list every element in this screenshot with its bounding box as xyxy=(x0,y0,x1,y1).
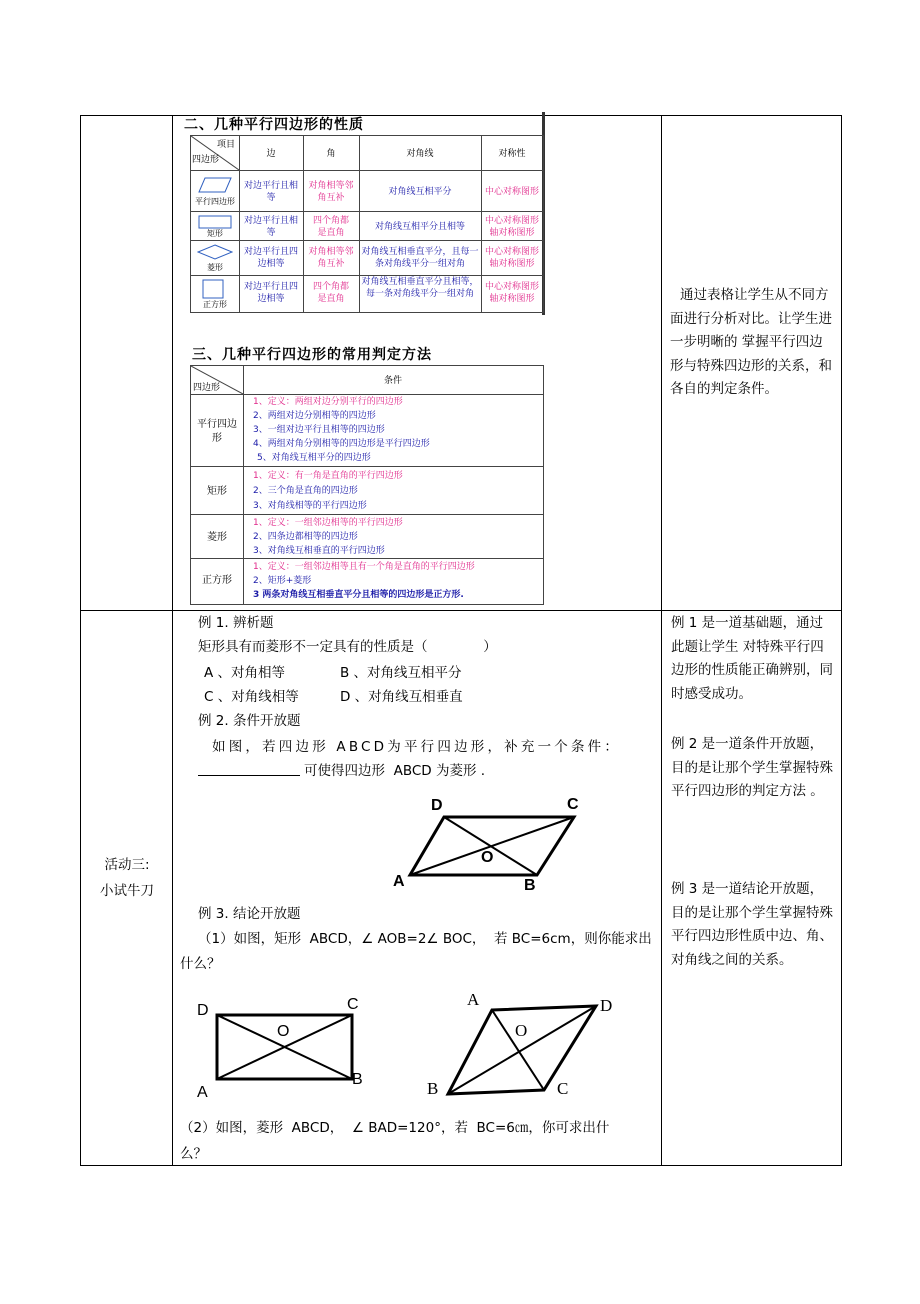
judge-table xyxy=(190,365,544,605)
activity-line1: 活动三: xyxy=(104,857,150,873)
jt-group3-item: 2、四条边都相等的四边形 xyxy=(253,532,358,542)
ex2-question-line1: 如图，若四边形 ABCD为平行四边形，补充一个条件： xyxy=(212,739,622,755)
pt-corner-top: 项目 xyxy=(217,140,236,150)
pt-row4-side: 对边平行且四边相等 xyxy=(243,282,298,304)
fig2-label-c: C xyxy=(347,996,359,1013)
fig3-label-o: O xyxy=(515,1021,528,1040)
jt-group2-name: 矩形 xyxy=(207,486,227,497)
jt-group1-item: 3、一组对边平行且相等的四边形 xyxy=(253,425,385,435)
jt-group4-item: 3 两条对角线互相垂直平分且相等的四边形是正方形. xyxy=(253,590,464,600)
ex1-question: 矩形具有而菱形不一定具有的性质是（ ） xyxy=(198,639,497,655)
pt-row3-side: 对边平行且四边相等 xyxy=(243,247,298,269)
fig1-label-b: B xyxy=(524,877,536,894)
jt-group2-item: 1、定义：有一角是直角的平行四边形 xyxy=(253,471,403,481)
jt-group3-item: 1、定义：一组邻边相等的平行四边形 xyxy=(253,518,403,528)
pt-row4-angle: 四个角都是直角 xyxy=(312,282,349,304)
fig3-label-b: B xyxy=(427,1079,439,1098)
pt-hline xyxy=(191,211,543,212)
pt-row1-diag: 对角线互相平分 xyxy=(388,187,452,197)
table-col-divider-1 xyxy=(172,115,173,1166)
fig1-label-d: D xyxy=(431,797,443,814)
pt-header-diag: 对角线 xyxy=(406,149,434,159)
right-note-ex2: 例 2 是一道条件开放题，目的是让那个学生掌握特殊平行四边形的判定方法 。 xyxy=(671,736,833,799)
ex3-question2: （2）如图，菱形 ABCD， ∠ BAD=120°，若 BC=6㎝，你可求出什 xyxy=(180,1120,610,1136)
jt-group1-name-text: 平行四边形 xyxy=(197,419,237,444)
pt-vline xyxy=(303,136,304,312)
properties-figure xyxy=(176,112,548,315)
jt-group4-items xyxy=(253,561,541,601)
pt-row2-side: 对边平行且相等 xyxy=(243,216,298,238)
pt-row3-name: 菱形 xyxy=(207,263,223,272)
pt-row2-angle: 四个角都是直角 xyxy=(312,216,349,238)
fig2-label-a: A xyxy=(197,1084,208,1101)
ex2-question-line2: 可使得四边形 ABCD 为菱形 . xyxy=(304,763,486,779)
table-border-right xyxy=(841,115,842,1166)
ex3-question1-cont: 什么？ xyxy=(180,956,221,972)
ex2-answer-blank xyxy=(198,775,300,776)
fig2-label-d: D xyxy=(197,1002,209,1019)
square-icon xyxy=(201,278,225,300)
jt-group1-item: 1、定义：两组对边分别平行的四边形 xyxy=(253,397,403,407)
pt-row1-sym: 中心对称图形 xyxy=(484,187,539,197)
right-top-note: 通过表格让学生从不同方面进行分析对比。让学生进一步明晰的 掌握平行四边形与特殊四边形的关系，和各自的判定条件。 xyxy=(670,287,832,397)
jt-group2-items xyxy=(253,470,541,512)
rectangle-icon xyxy=(197,215,233,229)
pt-vline xyxy=(481,136,482,312)
pt-row3-sym: 中心对称图形轴对称图形 xyxy=(484,247,539,269)
jt-group1-items xyxy=(253,396,541,464)
ex1-option-a: A 、对角相等 xyxy=(204,665,286,681)
ex1-title: 例 1. 辨析题 xyxy=(198,615,274,631)
pt-hline xyxy=(191,240,543,241)
ex1-option-c: C 、对角线相等 xyxy=(204,689,299,705)
jt-hline xyxy=(191,558,543,559)
jt-group2-item: 2、三个角是直角的四边形 xyxy=(253,486,358,496)
jt-group3-item: 3、对角线互相垂直的平行四边形 xyxy=(253,546,385,556)
jt-group1-name xyxy=(197,418,237,446)
pt-header-angle: 角 xyxy=(326,149,336,159)
jt-group2-item: 3、对角线相等的平行四边形 xyxy=(253,501,367,511)
pt-row2-diag: 对角线互相平分且相等 xyxy=(374,222,465,232)
figure-rhombus-abcd xyxy=(440,1000,610,1100)
ex3-question2-cont: 么？ xyxy=(180,1146,207,1162)
ex2-title: 例 2. 条件开放题 xyxy=(198,713,301,729)
fig1-label-c: C xyxy=(567,796,579,813)
pt-vline xyxy=(359,136,360,312)
pt-vline xyxy=(239,136,240,312)
fig3-label-a: A xyxy=(467,990,480,1009)
jt-group4-name: 正方形 xyxy=(202,575,232,586)
parallelogram-icon xyxy=(197,176,233,194)
jt-hline xyxy=(191,394,543,395)
jt-group1-item: 4、两组对角分别相等的四边形是平行四边形 xyxy=(253,439,430,449)
pt-row2-name: 矩形 xyxy=(207,229,223,238)
fig2-label-o: O xyxy=(277,1023,290,1040)
pt-row2-sym: 中心对称图形轴对称图形 xyxy=(484,216,539,238)
jt-col2-header: 条件 xyxy=(383,376,402,386)
jt-group3-items xyxy=(253,517,541,557)
pt-header-side: 边 xyxy=(266,149,276,159)
pt-header-sym: 对称性 xyxy=(498,149,526,159)
jt-col1-header: 四边形 xyxy=(193,383,221,393)
fig1-label-a: A xyxy=(393,873,405,890)
pt-row4-diag: 对角线互相垂直平分且相等，每一条对角线平分一组对角 xyxy=(361,277,479,299)
jt-group1-item: 5、对角线互相平分的四边形 xyxy=(257,453,371,463)
jt-group4-item: 1、定义：一组邻边相等且有一个角是直角的平行四边形 xyxy=(253,562,475,572)
pt-row3-diag: 对角线互相垂直平分，且每一条对角线平分一组对角 xyxy=(361,247,479,269)
rhombus-icon xyxy=(197,244,233,260)
properties-title: 二、几种平行四边形的性质 xyxy=(184,117,364,133)
table-border-left xyxy=(80,115,81,1166)
pt-hline xyxy=(191,170,543,171)
pt-row3-angle: 对角相等邻角互补 xyxy=(308,247,354,269)
jt-group4-item: 2、矩形+菱形 xyxy=(253,576,312,586)
ex1-option-d: D 、对角线互相垂直 xyxy=(340,689,463,705)
pt-corner-bottom: 四边形 xyxy=(192,155,220,165)
fig1-label-o: O xyxy=(481,849,494,866)
activity-label xyxy=(84,852,170,904)
activity-line2: 小试牛刀 xyxy=(100,883,154,899)
pt-row4-name: 正方形 xyxy=(203,300,227,309)
jt-hline xyxy=(191,514,543,515)
table-col-divider-2 xyxy=(661,115,662,1166)
pt-row4-sym: 中心对称图形轴对称图形 xyxy=(484,282,539,304)
fig2-label-b: B xyxy=(352,1071,363,1088)
judge-title: 三、几种平行四边形的常用判定方法 xyxy=(192,347,432,363)
ex1-option-b: B 、对角线互相平分 xyxy=(340,665,462,681)
table-divider-row xyxy=(80,610,842,611)
figure-parallelogram-abcd xyxy=(390,795,590,895)
jt-hline xyxy=(191,466,543,467)
jt-group1-item: 2、两组对边分别相等的四边形 xyxy=(253,411,376,421)
pt-row1-angle: 对角相等邻角互补 xyxy=(308,181,354,203)
pt-row1-side: 对边平行且相等 xyxy=(243,181,298,203)
right-note-ex3: 例 3 是一道结论开放题，目的是让那个学生掌握特殊平行四边形性质中边、角、对角线之间的关系。 xyxy=(671,881,833,968)
ex3-question1: （1）如图，矩形 ABCD，∠ AOB=2∠ BOC， 若 BC=6cm，则你能求出 xyxy=(198,931,652,947)
figure-rectangle-abcd xyxy=(205,1005,365,1085)
fig3-label-d: D xyxy=(600,996,613,1015)
ex3-title: 例 3. 结论开放题 xyxy=(198,906,301,922)
pt-row1-name: 平行四边形 xyxy=(195,197,235,206)
jt-group3-name: 菱形 xyxy=(207,532,227,543)
jt-vline xyxy=(243,366,244,604)
fig3-label-c: C xyxy=(557,1079,569,1098)
right-note-ex1: 例 1 是一道基础题，通过此题让学生 对特殊平行四边形的性质能正确辨别，同时感受成功。 xyxy=(671,615,833,702)
properties-table xyxy=(190,135,544,313)
